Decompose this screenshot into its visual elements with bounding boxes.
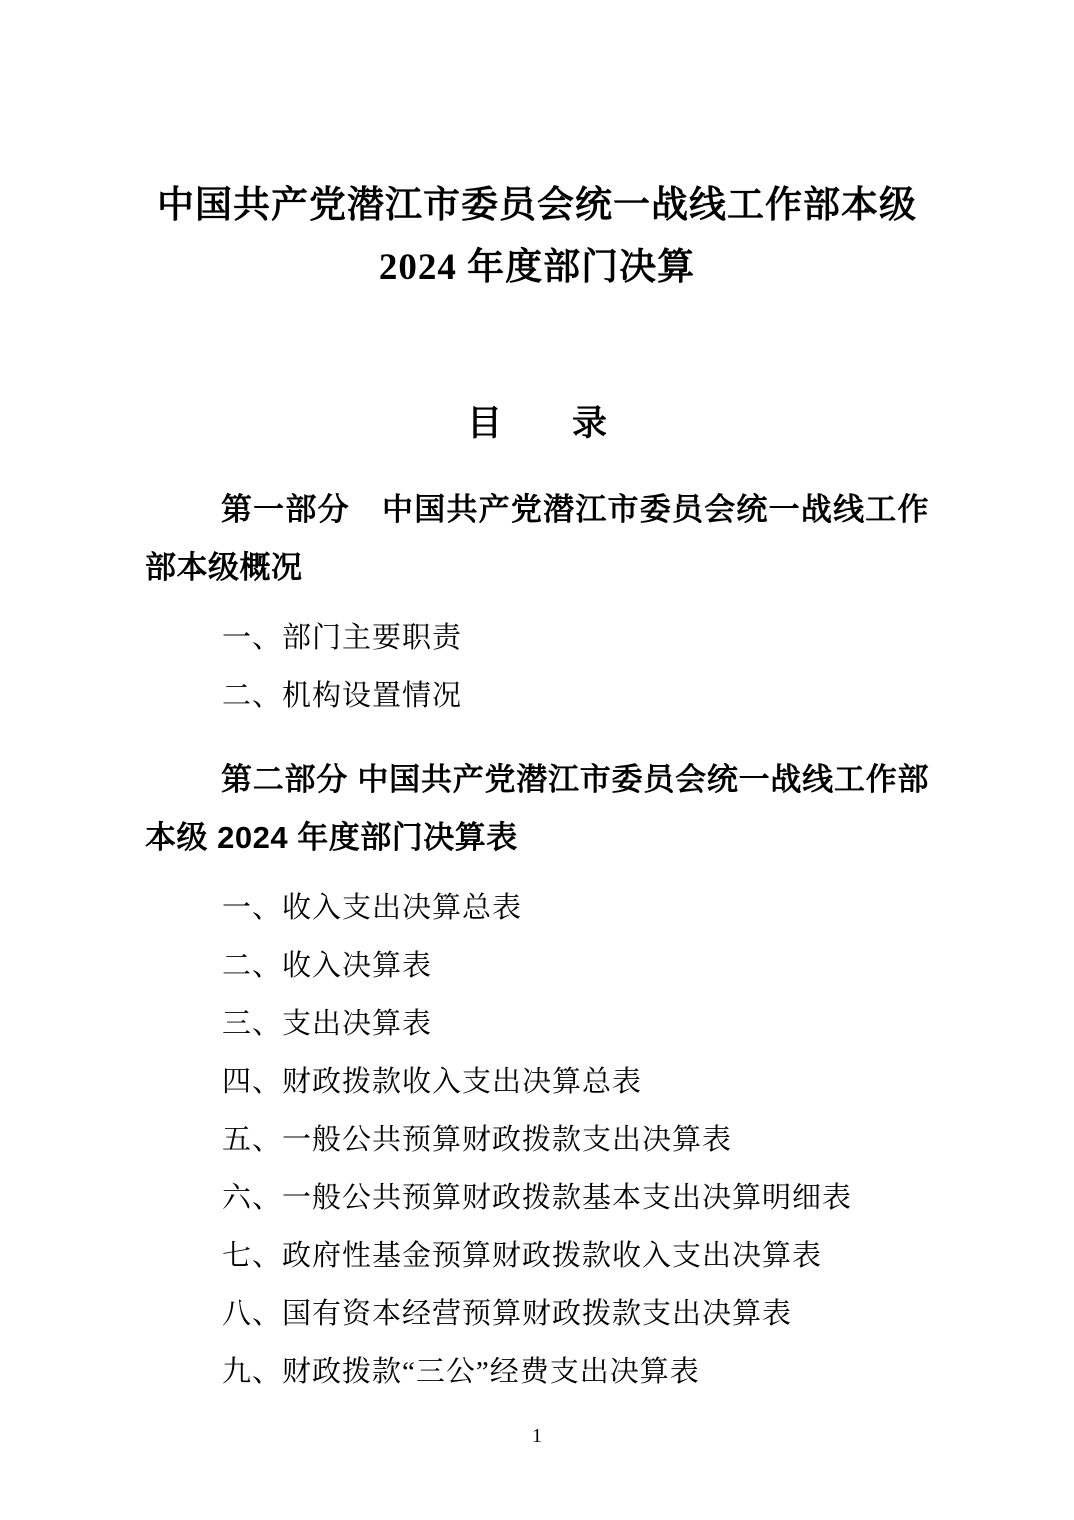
- document-title-line1: 中国共产党潜江市委员会统一战线工作部本级: [157, 185, 917, 226]
- toc-heading: 目 录: [466, 404, 607, 443]
- toc-entry: 八、国有资本经营预算财政拨款支出决算表: [222, 1298, 793, 1330]
- part1-heading: 第一部分 中国共产党潜江市委员会统一战线工作部本级概况: [145, 492, 929, 585]
- document-title: [145, 175, 929, 299]
- toc-entry: 七、政府性基金预算财政拨款收入支出决算表: [222, 1240, 823, 1272]
- part2-item-list: [145, 879, 929, 1401]
- toc-entry: 二、收入决算表: [222, 950, 433, 982]
- toc-entry: 一、收入支出决算总表: [222, 892, 523, 924]
- document-title-line2: 2024 年度部门决算: [378, 247, 696, 288]
- part1-item-list: [145, 609, 929, 725]
- toc-entry: 三、支出决算表: [222, 1008, 433, 1040]
- toc-entry: 一、部门主要职责: [222, 622, 463, 654]
- toc-entry: 二、机构设置情况: [222, 680, 463, 712]
- page-number: 1: [532, 1425, 542, 1447]
- toc-entry: 九、财政拨款“三公”经费支出决算表: [222, 1356, 700, 1388]
- part2-heading: 第二部分 中国共产党潜江市委员会统一战线工作部本级 2024 年度部门决算表: [145, 762, 929, 855]
- toc-entry: 六、一般公共预算财政拨款基本支出决算明细表: [222, 1182, 853, 1214]
- toc-entry: 五、一般公共预算财政拨款支出决算表: [222, 1124, 733, 1156]
- toc-entry: 四、财政拨款收入支出决算总表: [222, 1066, 643, 1098]
